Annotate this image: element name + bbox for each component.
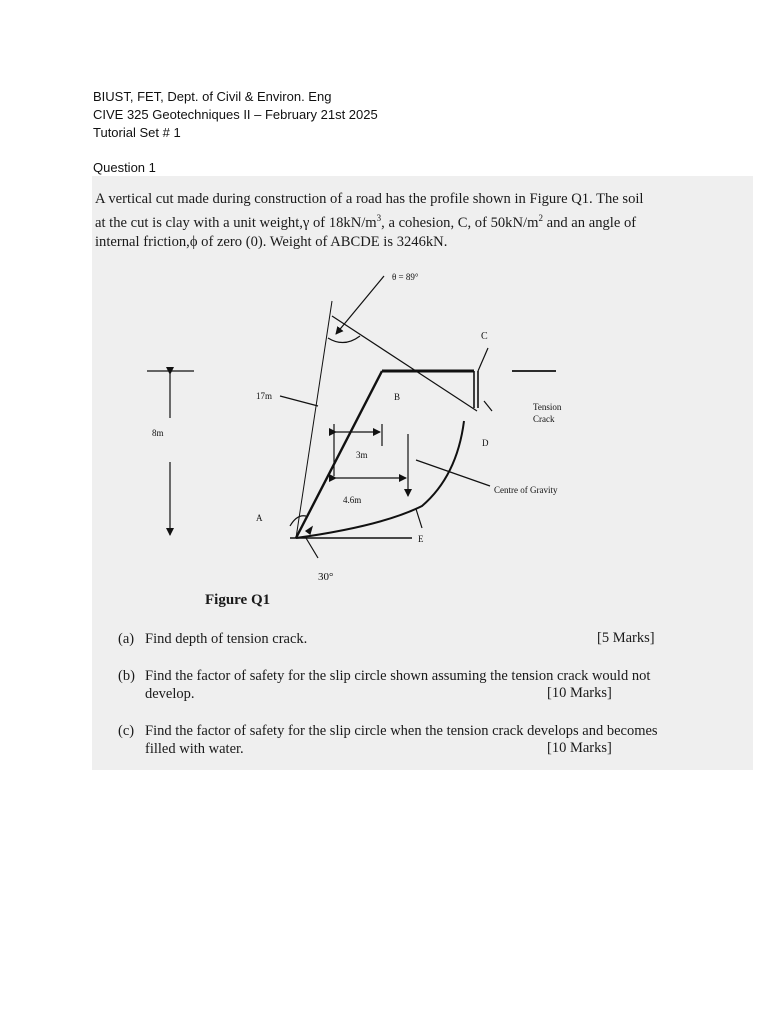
radius-line-to-crack — [332, 316, 477, 411]
part-b-text-1: Find the factor of safety for the slip circle shown assuming the tension crack would not — [145, 668, 651, 684]
part-c-label: (c) — [118, 723, 135, 739]
part-c-marks: [10 Marks] — [547, 740, 612, 756]
intro-line-3: internal friction,ϕ of zero (0). Weight of ABCDE is 3246kN. — [95, 233, 448, 250]
label-B: B — [394, 392, 401, 402]
c-pointer-line — [478, 348, 488, 371]
label-8m: 8m — [152, 428, 164, 438]
label-D: D — [482, 438, 489, 448]
part-c-text-1: Find the factor of safety for the slip circle when the tension crack develops and becomes — [145, 723, 658, 739]
figure-caption: Figure Q1 — [205, 592, 271, 608]
label-4-6m: 4.6m — [343, 495, 362, 505]
intro-line-2: at the cut is clay with a unit weight,γ of $18kN/m^3$, a cohesion, C, of $50kN/m^2$ and an angle of — [95, 213, 637, 231]
toe-angle-arrowhead — [306, 527, 312, 534]
theta-pointer-line — [336, 276, 384, 334]
intro-line-1: A vertical cut made during construction of a road has the profile shown in Figure Q1. The soil — [95, 191, 644, 207]
r17-leader-line — [280, 396, 318, 406]
part-b-marks: [10 Marks] — [547, 685, 612, 701]
label-crack: Crack — [533, 414, 555, 424]
label-17m: 17m — [256, 391, 273, 401]
angle-30-leader-line — [306, 538, 318, 558]
figure-q1-diagram — [92, 176, 753, 616]
part-b-text-2: develop. — [145, 686, 195, 702]
header-tutorial: Tutorial Set # 1 — [93, 125, 181, 140]
scanned-question-image — [92, 176, 753, 770]
label-tension: Tension — [533, 402, 562, 412]
tension-leader-line — [484, 401, 492, 411]
header-course: CIVE 325 Geotechniques II – February 21st 2025 — [93, 107, 378, 122]
label-C: C — [481, 331, 488, 342]
tension-crack — [474, 371, 478, 408]
part-a-marks: [5 Marks] — [597, 630, 655, 646]
label-theta: θ = 89° — [392, 272, 419, 282]
label-centre-of-gravity: Centre of Gravity — [494, 485, 558, 495]
question-title: Question 1 — [93, 160, 156, 175]
part-a-label: (a) — [118, 631, 135, 647]
part-a — [118, 630, 307, 648]
part-c-text-2: filled with water. — [145, 741, 244, 757]
header-institution: BIUST, FET, Dept. of Civil & Environ. Eng — [93, 89, 332, 104]
e-pointer-line — [416, 509, 422, 528]
label-3m: 3m — [356, 450, 368, 460]
label-A: A — [256, 513, 263, 523]
label-E: E — [418, 534, 424, 544]
theta-angle-arc — [328, 336, 360, 343]
slip-circle-arc — [296, 421, 464, 538]
part-b-label: (b) — [118, 668, 135, 684]
label-30-degrees: 30° — [318, 571, 334, 583]
part-a-text: Find depth of tension crack. — [145, 631, 308, 647]
